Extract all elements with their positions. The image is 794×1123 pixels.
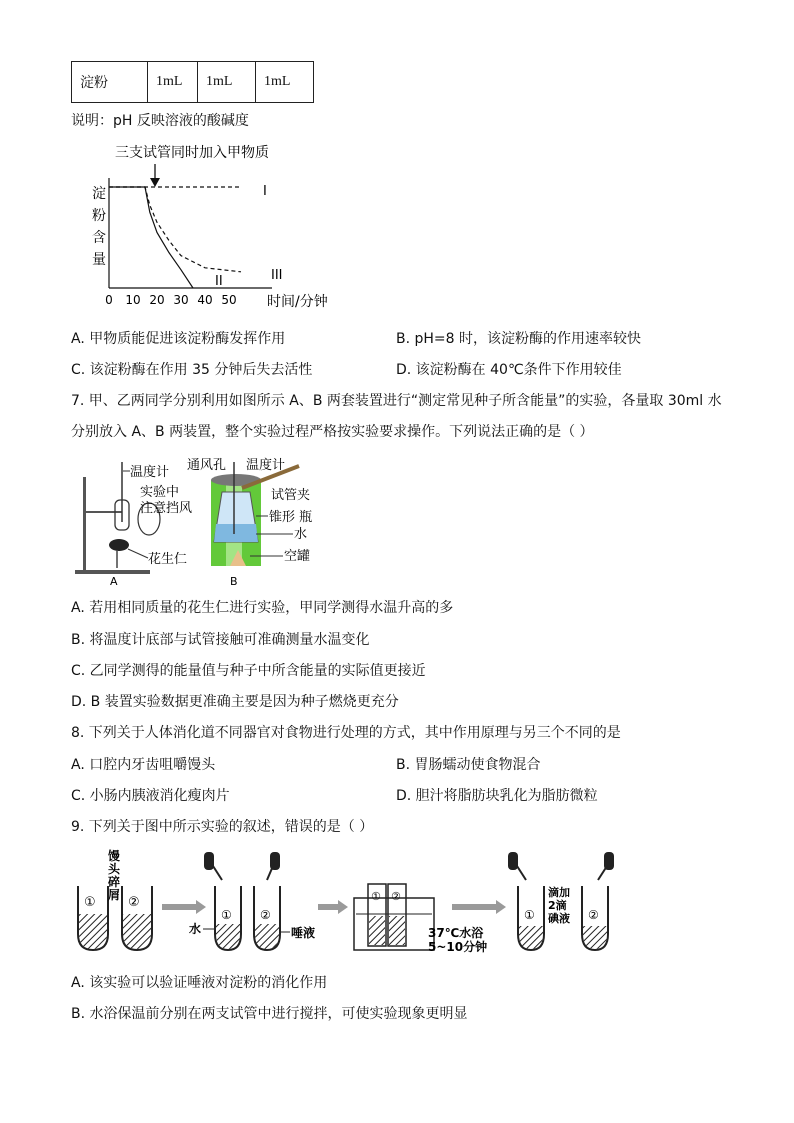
q8-option-d[interactable]: D. 胆汁将脂肪块乳化为脂肪微粒 xyxy=(396,788,598,804)
q7-option-b[interactable]: B. 将温度计底部与试管接触可准确测量水温变化 xyxy=(71,632,370,648)
table-row xyxy=(72,62,314,103)
bread-label: 碎 xyxy=(108,875,121,889)
bath-label: 5~10分钟 xyxy=(428,940,488,954)
starch-fill xyxy=(519,926,543,949)
q7-apparatus-figure xyxy=(70,452,370,590)
flask-water xyxy=(214,524,258,542)
apparatus-a xyxy=(75,462,192,588)
dropper-bulb xyxy=(508,852,518,870)
table-cell-label: 淀粉 xyxy=(72,62,148,103)
starch-fill xyxy=(369,916,385,945)
starch-fill xyxy=(389,916,405,945)
q8-option-a[interactable]: A. 口腔内牙齿咀嚼馒头 xyxy=(71,757,216,773)
label-can: 空罐 xyxy=(284,549,311,564)
q8-stem: 8. 下列关于人体消化道不同器官对食物进行处理的方式，其中作用原理与另三个不同的是 xyxy=(71,725,621,741)
leader xyxy=(128,549,148,558)
q6-option-c[interactable]: C. 该淀粉酶在作用 35 分钟后失去活性 xyxy=(71,362,313,378)
q7-option-c[interactable]: C. 乙同学测得的能量值与种子中所含能量的实际值更接近 xyxy=(71,663,426,679)
ylabel-char: 淀 xyxy=(92,186,106,202)
iodine-label: 滴加 xyxy=(548,886,570,899)
starch-table xyxy=(71,61,314,103)
x-tick-label: 10 xyxy=(125,293,141,307)
arrow-head xyxy=(150,178,160,187)
label-windshield-2: 注意挡风 xyxy=(140,501,193,516)
q9-stem: 9. 下列关于图中所示实验的叙述，错误的是（ ） xyxy=(71,819,374,835)
series-line-ii xyxy=(109,187,193,288)
bath-label: 37℃水浴 xyxy=(428,926,484,940)
q6-option-a[interactable]: A. 甲物质能促进该淀粉酶发挥作用 xyxy=(71,331,286,347)
tube-2-label: ② xyxy=(128,895,140,910)
label-thermometer-a: 温度计 xyxy=(130,465,170,480)
iodine-label: 碘液 xyxy=(548,912,570,925)
label-vent: 通风孔 xyxy=(187,458,227,473)
dropper-tip xyxy=(267,866,273,880)
q8-option-b[interactable]: B. 胃肠蠕动使食物混合 xyxy=(396,757,541,773)
bread-label: 馒 xyxy=(108,849,121,863)
chart-series-group xyxy=(109,187,241,288)
series-line-iii xyxy=(109,187,241,272)
apparatus-b xyxy=(187,457,312,588)
arrow-right-icon xyxy=(162,900,206,914)
label-thermometer-b: 温度计 xyxy=(246,458,286,473)
q9-option-a[interactable]: A. 该实验可以验证唾液对淀粉的消化作用 xyxy=(71,975,328,991)
note-text: 说明：pH 反映溶液的酸碱度 xyxy=(71,113,249,129)
q7-stem-line1: 7. 甲、乙两同学分别利用如图所示 A、B 两套装置进行“测定常见种子所含能量”的实验，各量取 30ml 水 xyxy=(71,393,722,409)
tube-1-label: ① xyxy=(84,895,96,910)
x-tick-label: 20 xyxy=(149,293,165,307)
label-water: 水 xyxy=(294,527,308,542)
q6-option-d[interactable]: D. 该淀粉酶在 40℃条件下作用较佳 xyxy=(396,362,622,378)
stand-base xyxy=(75,570,150,574)
dropper-tip xyxy=(213,866,222,880)
arrow-right-icon xyxy=(452,900,506,914)
tube-2-label: ② xyxy=(260,908,271,922)
chart-xlabel: 时间/分钟 xyxy=(267,294,328,310)
arrow-right-icon xyxy=(318,900,348,914)
starch-chart xyxy=(60,138,360,314)
iodine-label: 2滴 xyxy=(548,899,567,912)
x-tick-label: 50 xyxy=(221,293,237,307)
dropper-tip xyxy=(598,866,607,880)
x-ticks xyxy=(105,293,236,307)
tube-1-label: ① xyxy=(524,908,535,922)
bread-label: 屑 xyxy=(108,888,121,902)
starch-fill xyxy=(79,914,107,949)
step2-tubes xyxy=(189,852,315,950)
curve-label-iii: III xyxy=(271,268,283,283)
water-label: 水 xyxy=(189,922,202,936)
q9-option-b[interactable]: B. 水浴保温前分别在两支试管中进行搅拌，可使实验现象更明显 xyxy=(71,1006,468,1022)
peanut-a xyxy=(109,539,129,551)
stand-rod xyxy=(83,477,86,570)
q7-option-d[interactable]: D. B 装置实验数据更准确主要是因为种子燃烧更充分 xyxy=(71,694,399,710)
q8-option-c[interactable]: C. 小肠内胰液消化瘦肉片 xyxy=(71,788,230,804)
label-peanut: 花生仁 xyxy=(148,552,188,567)
label-fig-a: A xyxy=(110,575,118,588)
q7-stem-line2: 分别放入 A、B 两装置，整个实验过程严格按实验要求操作。下列说法正确的是（ ） xyxy=(71,424,594,440)
step1-tubes xyxy=(78,848,152,950)
q6-option-b[interactable]: B. pH=8 时，该淀粉酶的作用速率较快 xyxy=(396,331,642,347)
table-cell: 1mL xyxy=(198,62,256,103)
step3-water-bath xyxy=(354,884,487,954)
bread-label: 头 xyxy=(108,862,121,876)
chart-annotation: 三支试管同时加入甲物质 xyxy=(115,145,269,161)
label-fig-b: B xyxy=(230,575,238,588)
tube-2-label: ② xyxy=(588,908,599,922)
x-tick-label: 40 xyxy=(197,293,213,307)
tube-1-label: ① xyxy=(371,890,381,903)
starch-fill xyxy=(123,914,151,949)
x-tick-label: 30 xyxy=(173,293,189,307)
dropper-tip xyxy=(517,866,526,880)
q7-option-a[interactable]: A. 若用相同质量的花生仁进行实验，甲同学测得水温升高的多 xyxy=(71,600,454,616)
ylabel-char: 粉 xyxy=(92,208,106,224)
table-cell: 1mL xyxy=(256,62,314,103)
starch-fill xyxy=(255,924,279,949)
label-flask: 锥形 瓶 xyxy=(269,510,313,525)
table-cell: 1mL xyxy=(148,62,198,103)
dropper-bulb xyxy=(204,852,214,870)
curve-label-i: I xyxy=(263,184,267,199)
tube-2-label: ② xyxy=(391,890,401,903)
ylabel-char: 含 xyxy=(92,230,106,246)
curve-label-ii: II xyxy=(215,274,223,289)
step4-iodine xyxy=(508,852,614,950)
ylabel-char: 量 xyxy=(92,252,106,268)
q9-experiment-figure xyxy=(70,846,640,956)
tube-1-label: ① xyxy=(221,908,232,922)
starch-fill xyxy=(216,924,240,949)
starch-fill xyxy=(583,926,607,949)
x-tick-label: 0 xyxy=(105,293,113,307)
saliva-label: 唾液 xyxy=(291,926,316,940)
label-clamp: 试管夹 xyxy=(271,488,311,503)
label-windshield-1: 实验中 xyxy=(140,485,180,500)
